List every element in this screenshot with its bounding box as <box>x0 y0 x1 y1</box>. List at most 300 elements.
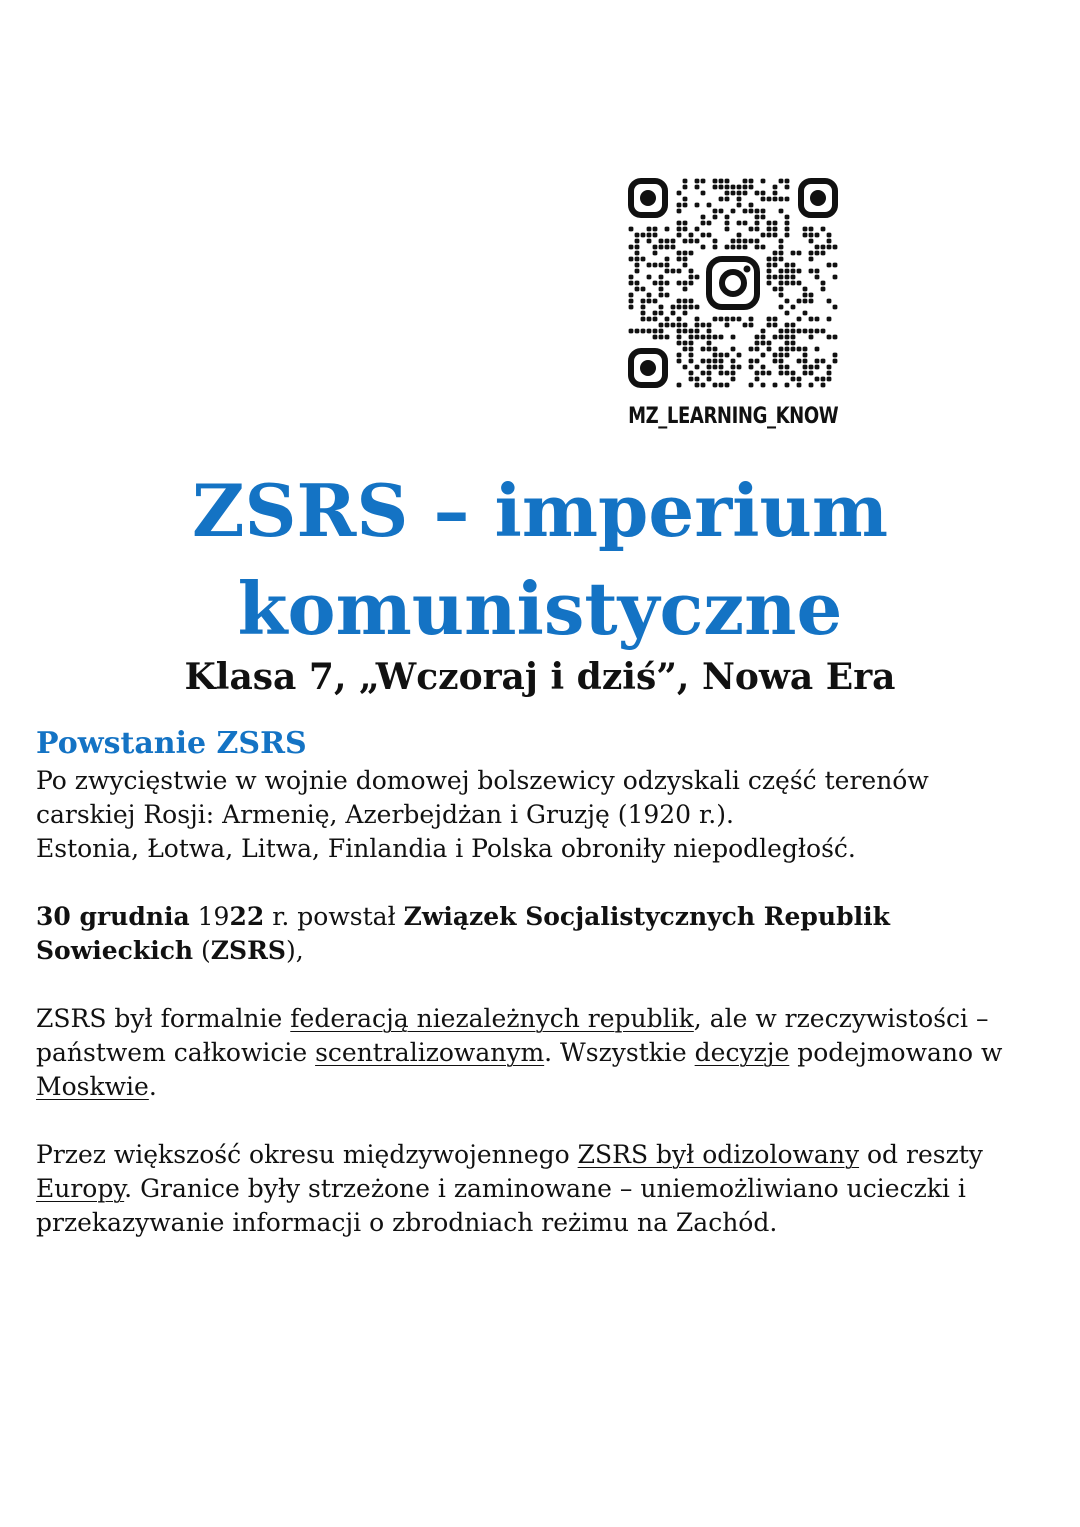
qr-module <box>755 215 760 220</box>
qr-module <box>755 245 760 250</box>
qr-module <box>635 257 640 262</box>
qr-module <box>773 317 778 322</box>
qr-module <box>815 377 820 382</box>
qr-module <box>773 257 778 262</box>
p3-underline-4: Moskwie <box>36 1072 149 1101</box>
qr-module <box>653 251 658 256</box>
p4-text-3: . Granice były strzeżone i zaminowane – uniemożliwiano ucieczki i przekazywanie informacji o zbrodniach reżimu na Zachód. <box>36 1174 966 1237</box>
p3-text-4: podejmowano w <box>789 1038 1003 1067</box>
qr-module <box>779 359 784 364</box>
qr-module <box>713 383 718 388</box>
qr-module <box>749 359 754 364</box>
qr-module <box>725 227 730 232</box>
qr-module <box>803 299 808 304</box>
qr-module <box>683 287 688 292</box>
qr-module <box>815 275 820 280</box>
qr-module <box>761 335 766 340</box>
qr-module <box>695 185 700 190</box>
qr-module <box>779 347 784 352</box>
qr-module <box>833 359 838 364</box>
qr-module <box>773 197 778 202</box>
qr-module <box>683 263 688 268</box>
qr-module <box>773 233 778 238</box>
qr-module <box>809 233 814 238</box>
qr-module <box>809 335 814 340</box>
p4-text-2: od reszty <box>859 1140 983 1169</box>
qr-module <box>701 323 706 328</box>
qr-module <box>767 269 772 274</box>
qr-module <box>779 365 784 370</box>
p1-line-2: carskiej Rosji: Armenię, Azerbejdżan i Gruzję (1920 r.). <box>36 800 734 829</box>
section-heading: Powstanie ZSRS <box>36 726 307 761</box>
qr-module <box>713 335 718 340</box>
qr-module <box>701 371 706 376</box>
qr-module <box>755 191 760 196</box>
year-part-b: 22 <box>229 902 265 931</box>
qr-module <box>833 353 838 358</box>
qr-module <box>701 335 706 340</box>
qr-module <box>677 233 682 238</box>
qr-module <box>809 371 814 376</box>
qr-module <box>719 365 724 370</box>
qr-module <box>653 311 658 316</box>
qr-module <box>647 299 652 304</box>
qr-module <box>755 359 760 364</box>
p2-text-3: ), <box>285 936 304 965</box>
qr-module <box>635 329 640 334</box>
qr-module <box>809 299 814 304</box>
qr-module <box>635 281 640 286</box>
qr-module <box>725 245 730 250</box>
qr-module <box>767 227 772 232</box>
qr-module <box>677 251 682 256</box>
qr-module <box>665 281 670 286</box>
qr-module <box>827 371 832 376</box>
qr-module <box>767 263 772 268</box>
qr-module <box>791 377 796 382</box>
qr-module <box>695 305 700 310</box>
qr-module <box>791 263 796 268</box>
qr-module <box>761 209 766 214</box>
qr-module <box>827 245 832 250</box>
qr-module <box>767 257 772 262</box>
paragraph-1 <box>36 764 1046 866</box>
p3-text-3: . Wszystkie <box>544 1038 695 1067</box>
qr-module <box>695 179 700 184</box>
qr-module <box>659 245 664 250</box>
qr-module <box>821 251 826 256</box>
qr-module <box>791 347 796 352</box>
qr-module <box>797 383 802 388</box>
qr-module <box>707 377 712 382</box>
qr-module <box>641 311 646 316</box>
qr-module <box>749 383 754 388</box>
qr-module <box>815 269 820 274</box>
qr-module <box>809 329 814 334</box>
qr-module <box>689 269 694 274</box>
qr-module <box>797 347 802 352</box>
qr-module <box>785 371 790 376</box>
qr-module <box>755 335 760 340</box>
qr-module <box>659 293 664 298</box>
date-bold: 30 grudnia <box>36 902 190 931</box>
qr-module <box>779 179 784 184</box>
qr-module <box>773 275 778 280</box>
qr-module <box>761 341 766 346</box>
qr-module <box>785 185 790 190</box>
qr-module <box>671 269 676 274</box>
qr-module <box>785 341 790 346</box>
qr-module <box>779 305 784 310</box>
qr-module <box>635 245 640 250</box>
qr-module <box>785 233 790 238</box>
qr-module <box>779 245 784 250</box>
qr-module <box>629 275 634 280</box>
qr-module <box>755 377 760 382</box>
qr-module <box>827 317 832 322</box>
qr-module <box>677 323 682 328</box>
qr-module <box>737 191 742 196</box>
qr-module <box>773 191 778 196</box>
qr-module <box>707 359 712 364</box>
qr-module <box>815 233 820 238</box>
qr-module <box>677 227 682 232</box>
title-line-1: ZSRS – imperium <box>191 468 889 553</box>
qr-module <box>629 299 634 304</box>
qr-module <box>731 377 736 382</box>
p4-underline-2: Europy <box>36 1174 125 1203</box>
qr-module <box>731 191 736 196</box>
qr-module <box>695 365 700 370</box>
qr-module <box>629 281 634 286</box>
qr-module <box>659 323 664 328</box>
qr-module <box>665 323 670 328</box>
qr-module <box>683 305 688 310</box>
qr-module <box>683 341 688 346</box>
qr-module <box>647 317 652 322</box>
paragraph-2 <box>36 900 1046 968</box>
qr-module <box>719 371 724 376</box>
qr-module <box>713 209 718 214</box>
qr-module <box>827 365 832 370</box>
qr-module <box>791 329 796 334</box>
qr-module <box>743 191 748 196</box>
qr-module <box>689 371 694 376</box>
qr-module <box>761 197 766 202</box>
qr-module <box>719 353 724 358</box>
qr-code[interactable] <box>628 178 838 388</box>
p3-underline-3: decyzje <box>694 1038 790 1067</box>
qr-module <box>635 239 640 244</box>
qr-module <box>683 185 688 190</box>
qr-module <box>815 251 820 256</box>
qr-module <box>815 365 820 370</box>
qr-module <box>809 383 814 388</box>
qr-module <box>731 359 736 364</box>
qr-module <box>755 221 760 226</box>
qr-module <box>767 317 772 322</box>
qr-module <box>707 341 712 346</box>
qr-module <box>689 335 694 340</box>
qr-module <box>671 305 676 310</box>
qr-module <box>683 239 688 244</box>
qr-module <box>737 197 742 202</box>
qr-module <box>785 365 790 370</box>
qr-module <box>821 329 826 334</box>
qr-module <box>797 317 802 322</box>
qr-module <box>653 329 658 334</box>
qr-module <box>785 281 790 286</box>
qr-module <box>815 329 820 334</box>
qr-module <box>713 365 718 370</box>
qr-module <box>809 239 814 244</box>
p4-underline-1: ZSRS był odizolowany <box>577 1140 860 1169</box>
qr-module <box>737 203 742 208</box>
qr-module <box>731 317 736 322</box>
qr-module <box>725 215 730 220</box>
qr-module <box>647 293 652 298</box>
qr-module <box>683 197 688 202</box>
qr-module <box>803 329 808 334</box>
qr-module <box>797 269 802 274</box>
qr-module <box>779 257 784 262</box>
qr-module <box>821 227 826 232</box>
qr-module <box>689 353 694 358</box>
qr-module <box>779 239 784 244</box>
qr-module <box>809 251 814 256</box>
qr-module <box>767 221 772 226</box>
qr-module <box>725 185 730 190</box>
qr-module <box>695 335 700 340</box>
qr-module <box>779 281 784 286</box>
qr-module <box>671 323 676 328</box>
qr-module <box>779 293 784 298</box>
qr-module <box>731 371 736 376</box>
qr-module <box>785 335 790 340</box>
qr-module <box>809 227 814 232</box>
qr-module <box>785 323 790 328</box>
qr-module <box>713 317 718 322</box>
qr-module <box>743 209 748 214</box>
qr-module <box>821 359 826 364</box>
qr-module <box>695 203 700 208</box>
qr-module <box>803 353 808 358</box>
qr-module <box>725 371 730 376</box>
qr-module <box>695 227 700 232</box>
qr-module <box>719 197 724 202</box>
p3-text-2: , ale w rzeczywistości – państwem całkowicie <box>36 1004 989 1067</box>
qr-module <box>773 227 778 232</box>
qr-module <box>785 269 790 274</box>
qr-module <box>641 329 646 334</box>
qr-module <box>767 275 772 280</box>
qr-module <box>797 329 802 334</box>
qr-module <box>677 359 682 364</box>
qr-module <box>677 221 682 226</box>
qr-module <box>755 227 760 232</box>
qr-module <box>653 263 658 268</box>
qr-module <box>731 239 736 244</box>
qr-module <box>767 281 772 286</box>
qr-module <box>701 359 706 364</box>
qr-module <box>707 203 712 208</box>
qr-module <box>827 299 832 304</box>
qr-module <box>821 287 826 292</box>
qr-module <box>659 287 664 292</box>
qr-module <box>677 209 682 214</box>
qr-module <box>641 287 646 292</box>
qr-module <box>779 197 784 202</box>
qr-module <box>755 371 760 376</box>
qr-module <box>719 317 724 322</box>
qr-module <box>725 197 730 202</box>
qr-module <box>797 251 802 256</box>
qr-module <box>749 323 754 328</box>
qr-module <box>647 239 652 244</box>
page-subtitle: Klasa 7, „Wczoraj i dziś”, Nowa Era <box>184 656 896 698</box>
qr-module <box>635 269 640 274</box>
qr-module <box>683 311 688 316</box>
qr-module <box>713 353 718 358</box>
qr-module <box>713 239 718 244</box>
qr-module <box>677 281 682 286</box>
qr-code-block <box>622 178 844 429</box>
qr-module <box>785 329 790 334</box>
qr-module <box>683 323 688 328</box>
qr-module <box>785 221 790 226</box>
qr-module <box>749 179 754 184</box>
qr-module <box>737 239 742 244</box>
qr-module <box>689 347 694 352</box>
qr-module <box>707 335 712 340</box>
qr-module <box>749 365 754 370</box>
qr-module <box>755 347 760 352</box>
qr-module <box>761 233 766 238</box>
qr-module <box>665 227 670 232</box>
qr-module <box>689 377 694 382</box>
qr-module <box>791 251 796 256</box>
qr-module <box>677 305 682 310</box>
qr-module <box>701 245 706 250</box>
qr-module <box>791 269 796 274</box>
qr-module <box>803 311 808 316</box>
qr-module <box>755 239 760 244</box>
state-name: Związek Socjalistycznych Republik Sowieckich <box>36 902 890 965</box>
qr-module <box>689 341 694 346</box>
qr-module <box>761 365 766 370</box>
qr-module <box>833 263 838 268</box>
instagram-icon <box>702 252 764 314</box>
qr-module <box>659 263 664 268</box>
qr-module <box>725 317 730 322</box>
qr-module <box>671 239 676 244</box>
qr-module <box>677 257 682 262</box>
qr-module <box>809 269 814 274</box>
qr-module <box>731 185 736 190</box>
qr-module <box>683 347 688 352</box>
paragraph-4 <box>36 1138 1046 1240</box>
qr-module <box>761 329 766 334</box>
qr-module <box>737 245 742 250</box>
qr-module <box>713 179 718 184</box>
qr-module <box>761 179 766 184</box>
qr-module <box>725 323 730 328</box>
qr-module <box>779 329 784 334</box>
qr-module <box>665 263 670 268</box>
qr-module <box>815 359 820 364</box>
qr-module <box>773 287 778 292</box>
qr-module <box>833 305 838 310</box>
qr-module <box>659 305 664 310</box>
qr-module <box>761 383 766 388</box>
qr-module <box>731 347 736 352</box>
qr-module <box>647 329 652 334</box>
p1-line-3: Estonia, Łotwa, Litwa, Finlandia i Polska obroniły niepodległość. <box>36 834 856 863</box>
qr-module <box>791 341 796 346</box>
qr-module <box>707 365 712 370</box>
qr-module <box>809 317 814 322</box>
qr-caption: MZ_LEARNING_KNOW <box>627 404 839 429</box>
qr-module <box>641 299 646 304</box>
qr-module <box>767 197 772 202</box>
p3-underline-2: scentralizowanym <box>315 1038 545 1067</box>
qr-module <box>767 347 772 352</box>
qr-module <box>767 233 772 238</box>
qr-module <box>653 299 658 304</box>
qr-module <box>725 221 730 226</box>
qr-module <box>827 233 832 238</box>
qr-module <box>665 239 670 244</box>
qr-module <box>767 341 772 346</box>
qr-module <box>785 383 790 388</box>
qr-module <box>629 329 634 334</box>
qr-module <box>719 185 724 190</box>
qr-module <box>689 305 694 310</box>
p3-underline-1: federacją niezależnych republik <box>290 1004 694 1033</box>
qr-module <box>791 275 796 280</box>
qr-module <box>785 275 790 280</box>
qr-module <box>827 335 832 340</box>
qr-module <box>779 335 784 340</box>
qr-module <box>683 221 688 226</box>
title-line-2: komunistyczne <box>237 566 843 651</box>
p2-text-1: r. powstał <box>264 902 404 931</box>
qr-module <box>719 335 724 340</box>
qr-module <box>797 377 802 382</box>
qr-module <box>647 227 652 232</box>
qr-module <box>737 353 742 358</box>
qr-module <box>683 227 688 232</box>
qr-module <box>719 359 724 364</box>
qr-module <box>701 179 706 184</box>
qr-module <box>629 227 634 232</box>
qr-module <box>701 215 706 220</box>
qr-module <box>707 323 712 328</box>
qr-module <box>701 191 706 196</box>
qr-module <box>629 257 634 262</box>
qr-module <box>653 335 658 340</box>
qr-module <box>737 317 742 322</box>
qr-module <box>707 221 712 226</box>
qr-module <box>635 251 640 256</box>
qr-module <box>635 233 640 238</box>
qr-module <box>821 245 826 250</box>
qr-module <box>647 275 652 280</box>
qr-module <box>791 305 796 310</box>
qr-module <box>785 215 790 220</box>
qr-module <box>707 329 712 334</box>
qr-module <box>803 365 808 370</box>
